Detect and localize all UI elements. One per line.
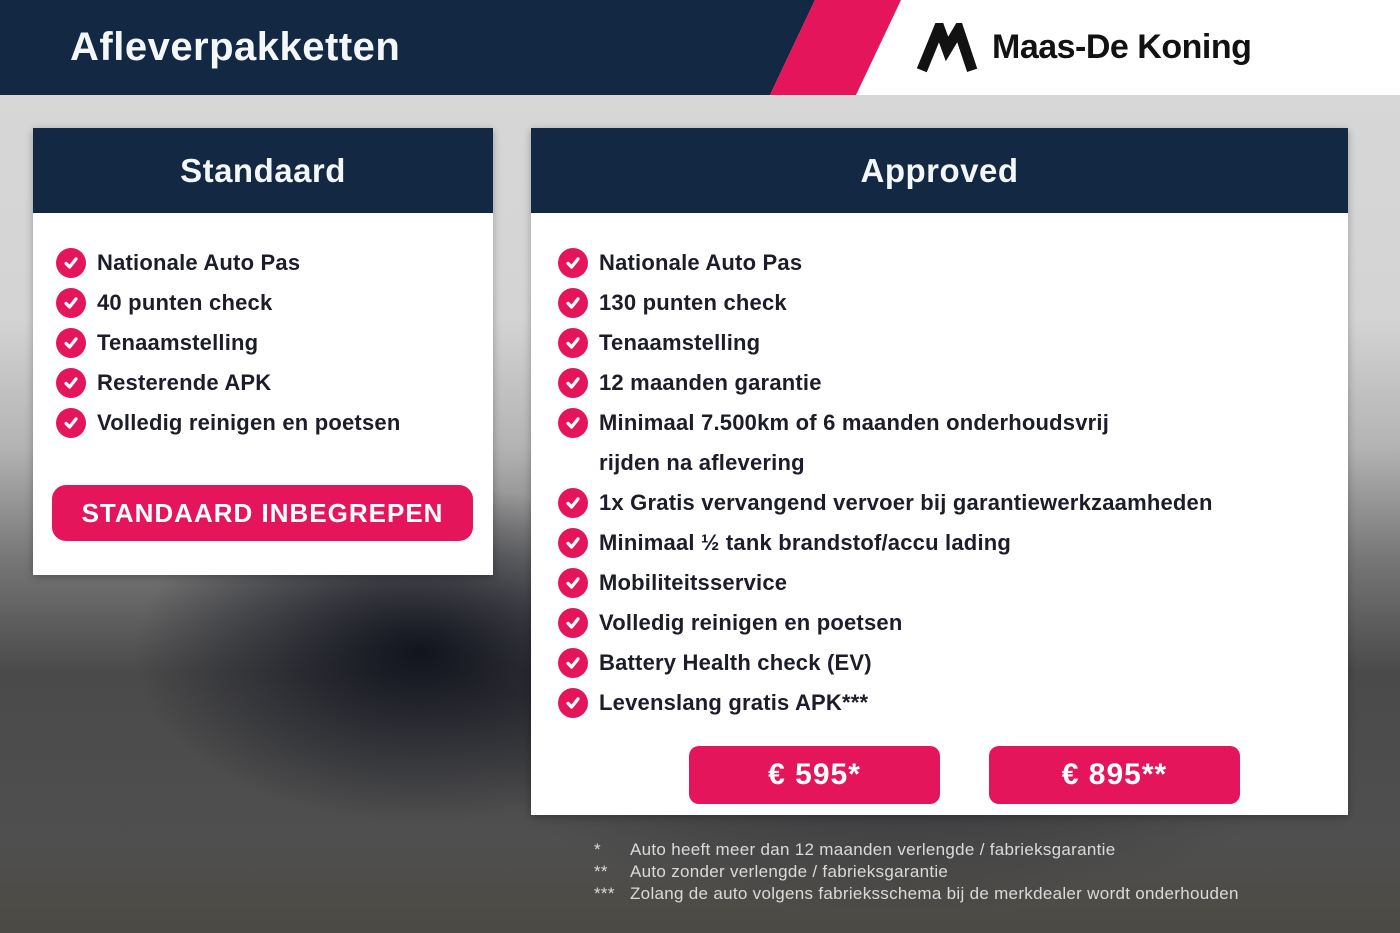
check-icon <box>558 608 588 638</box>
check-icon <box>558 248 588 278</box>
footnote-text: Zolang de auto volgens fabrieksschema bij de merkdealer wordt onderhouden <box>630 884 1239 903</box>
check-icon <box>558 408 588 438</box>
footnote-text: Auto heeft meer dan 12 maanden verlengde / fabrieksgarantie <box>630 840 1116 859</box>
check-icon <box>558 288 588 318</box>
brand-name: Maas-De Koning <box>992 28 1252 66</box>
check-icon <box>558 648 588 678</box>
list-item-label: Volledig reinigen en poetsen <box>97 410 401 435</box>
list-item <box>558 643 1330 683</box>
check-icon <box>56 408 86 438</box>
list-item-label: Volledig reinigen en poetsen <box>599 610 903 635</box>
list-item-label: 130 punten check <box>599 290 787 315</box>
list-item <box>558 403 1330 443</box>
list-item-label: Nationale Auto Pas <box>599 250 803 275</box>
list-item-label: Levenslang gratis APK*** <box>599 690 869 715</box>
footnote-row <box>594 883 1239 905</box>
list-item-label: Battery Health check (EV) <box>599 650 872 675</box>
check-icon <box>56 248 86 278</box>
list-item <box>558 243 1330 283</box>
list-item <box>558 283 1330 323</box>
list-item <box>56 363 475 403</box>
footnote-row <box>594 839 1239 861</box>
list-item <box>56 323 475 363</box>
list-item-label: Nationale Auto Pas <box>97 250 301 275</box>
list-item-label: rijden na aflevering <box>599 450 805 475</box>
standaard-feature-list <box>33 213 493 443</box>
check-icon <box>558 368 588 398</box>
list-item <box>558 563 1330 603</box>
maas-de-koning-logo-icon <box>916 23 978 73</box>
list-item-label: Resterende APK <box>97 370 272 395</box>
footnote-marker: * <box>594 840 601 859</box>
list-item <box>558 523 1330 563</box>
list-item <box>558 603 1330 643</box>
list-item-label: 12 maanden garantie <box>599 370 822 395</box>
page-title: Afleverpakketten <box>70 25 401 69</box>
check-icon <box>558 688 588 718</box>
list-item-label: Tenaamstelling <box>599 330 761 355</box>
standaard-inbegrepen-button[interactable]: STANDAARD INBEGREPEN <box>52 485 473 541</box>
card-approved <box>531 128 1348 815</box>
check-icon <box>56 328 86 358</box>
check-icon <box>558 568 588 598</box>
list-item <box>558 683 1330 723</box>
approved-feature-list <box>531 213 1348 723</box>
check-icon <box>558 528 588 558</box>
check-icon <box>56 288 86 318</box>
list-item <box>56 283 475 323</box>
list-item-label: Mobiliteitsservice <box>599 570 788 595</box>
list-item-label: 1x Gratis vervangend vervoer bij garantiewerkzaamheden <box>599 490 1213 515</box>
list-item <box>558 483 1330 523</box>
check-icon <box>558 488 588 518</box>
list-item <box>56 243 475 283</box>
check-icon <box>558 328 588 358</box>
list-item-label: Tenaamstelling <box>97 330 259 355</box>
footnote-marker: ** <box>594 862 608 881</box>
list-item <box>558 323 1330 363</box>
price-895-button[interactable]: € 895** <box>989 746 1240 804</box>
footnote-text: Auto zonder verlengde / fabrieksgarantie <box>630 862 949 881</box>
check-icon <box>56 368 86 398</box>
card-standaard <box>33 128 493 575</box>
top-banner <box>0 0 1400 95</box>
price-595-button[interactable]: € 595* <box>689 746 940 804</box>
list-item-label: 40 punten check <box>97 290 273 315</box>
card-approved-title: Approved <box>531 128 1348 213</box>
footnotes <box>594 839 1239 905</box>
list-item <box>56 403 475 443</box>
footnote-row <box>594 861 1239 883</box>
list-item <box>558 363 1330 403</box>
list-item-continuation <box>558 443 1330 483</box>
footnote-marker: *** <box>594 884 615 903</box>
card-standaard-title: Standaard <box>33 128 493 213</box>
brand-logo <box>916 0 1251 95</box>
list-item-label: Minimaal 7.500km of 6 maanden onderhoudsvrij <box>599 410 1110 435</box>
list-item-label: Minimaal ½ tank brandstof/accu lading <box>599 530 1012 555</box>
